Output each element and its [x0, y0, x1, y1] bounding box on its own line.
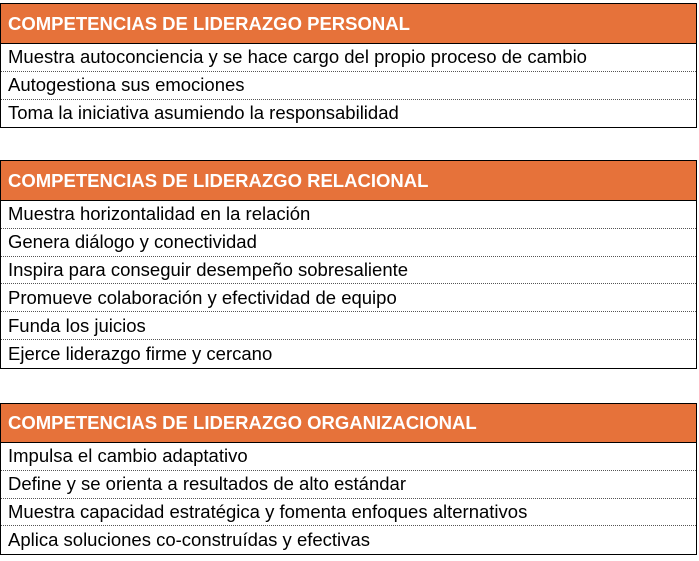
- personal-competencies-table: [0, 3, 697, 128]
- table-row: Muestra autoconciencia y se hace cargo del propio proceso de cambio: [1, 44, 696, 72]
- personal-competencies-header: COMPETENCIAS DE LIDERAZGO PERSONAL: [1, 4, 696, 44]
- table-row: Funda los juicios: [1, 312, 696, 340]
- relational-competencies-table: [0, 160, 697, 369]
- table-row: Muestra horizontalidad en la relación: [1, 201, 696, 229]
- organizational-competencies-table: [0, 403, 697, 555]
- relational-competencies-header: COMPETENCIAS DE LIDERAZGO RELACIONAL: [1, 161, 696, 201]
- table-row: Aplica soluciones co-construídas y efectivas: [8, 529, 370, 551]
- table-row: Promueve colaboración y efectividad de equipo: [1, 284, 696, 312]
- table-row: Inspira para conseguir desempeño sobresaliente: [1, 257, 696, 285]
- table-row: Ejerce liderazgo firme y cercano: [8, 342, 273, 364]
- table-row: Muestra capacidad estratégica y fomenta enfoques alternativos: [1, 499, 696, 527]
- table-row: Autogestiona sus emociones: [1, 72, 696, 100]
- table-row: Impulsa el cambio adaptativo: [1, 443, 696, 471]
- table-row: Toma la iniciativa asumiendo la responsabilidad: [8, 102, 399, 124]
- table-row: Define y se orienta a resultados de alto estándar: [1, 471, 696, 499]
- table-row: Genera diálogo y conectividad: [1, 229, 696, 257]
- organizational-competencies-header: COMPETENCIAS DE LIDERAZGO ORGANIZACIONAL: [1, 404, 696, 443]
